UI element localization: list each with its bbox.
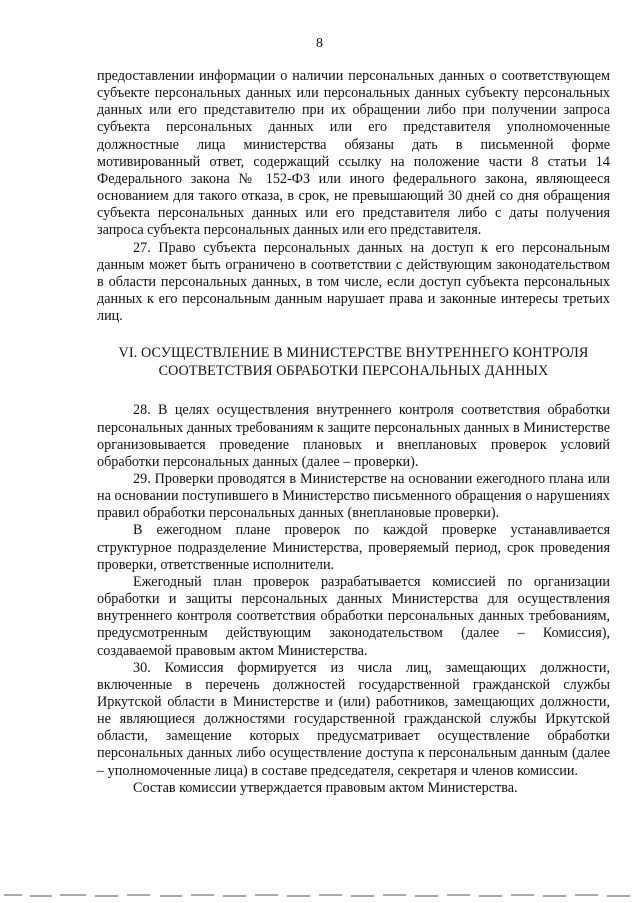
scan-edge-dashes: [0, 888, 639, 903]
section-heading-line-2: СООТВЕТСТВИЯ ОБРАБОТКИ ПЕРСОНАЛЬНЫХ ДАННЫХ: [158, 362, 549, 379]
paragraph-27: 27. Право субъекта персональных данных на доступ к его персональным данным может быть ограничено в соответствии с действующим законодательством в области персональных данных, в том числе, если доступ субъекта персональных данных к его персональным данным нарушает права и законные интересы третьих лиц.: [97, 239, 610, 325]
paragraph-annual-plan-commission: Ежегодный план проверок разрабатывается комиссией по организации обработки и защиты персональных данных Министерства для осуществления внутреннего контроля соответствия обработки персональных данных требованиям, предусмотренным действующим законодательством (далее – Комиссия), создаваемой правовым актом Министерства.: [97, 573, 610, 659]
section-heading: [97, 345, 610, 380]
section-heading-line-1: VI. ОСУЩЕСТВЛЕНИЕ В МИНИСТЕРСТВЕ ВНУТРЕННЕГО КОНТРОЛЯ: [118, 345, 589, 362]
paragraph-30: 30. Комиссия формируется из числа лиц, замещающих должности, включенные в перечень должностей государственной гражданской службы Иркутской области в Министерстве и (или) работников, замещающих должности, не являющиеся должностями государственной гражданской службы Иркутской области, замещение которых предусматривает осуществление обработки персональных данных либо осуществление доступа к персональным данным (далее – уполномоченные лица) в составе председателя, секретаря и членов комиссии.: [97, 659, 610, 779]
paragraph-annual-plan-contents: В ежегодном плане проверок по каждой проверке устанавливается структурное подразделение Министерства, проверяемый период, срок проведения проверки, ответственные исполнители.: [97, 522, 610, 573]
document-body: [97, 68, 610, 797]
paragraph-28: 28. В целях осуществления внутреннего контроля соответствия обработки персональных данных требованиям к защите персональных данных в Министерстве организовывается проведение плановых и внеплановых проверок условий обработки персональных данных (далее – проверки).: [97, 402, 610, 470]
paragraph-commission-composition: Состав комиссии утверждается правовым актом Министерства.: [133, 779, 518, 796]
paragraph-continuation: предоставлении информации о наличии персональных данных о соответствующем субъекте персональных данных или персональных данных субъекту персональных данных или его представителю при их обращении либо при получении запроса субъекта персональных данных или его представителя уполномоченные должностные лица министерства обязаны дать в письменной форме мотивированный ответ, содержащий ссылку на положение части 8 статьи 14 Федерального закона № 152-ФЗ или иного федерального закона, являющееся основанием для такого отказа, в срок, не превышающий 30 дней со дня обращения субъекта персональных данных или его представителя либо с даты получения запроса субъекта персональных данных или его представителя.: [97, 68, 610, 239]
paragraph-29: 29. Проверки проводятся в Министерстве на основании ежегодного плана или на основании поступившего в Министерство письменного обращения о нарушениях правил обработки персональных данных (внеплановые проверки).: [97, 470, 610, 522]
page-number: 8: [316, 36, 323, 51]
